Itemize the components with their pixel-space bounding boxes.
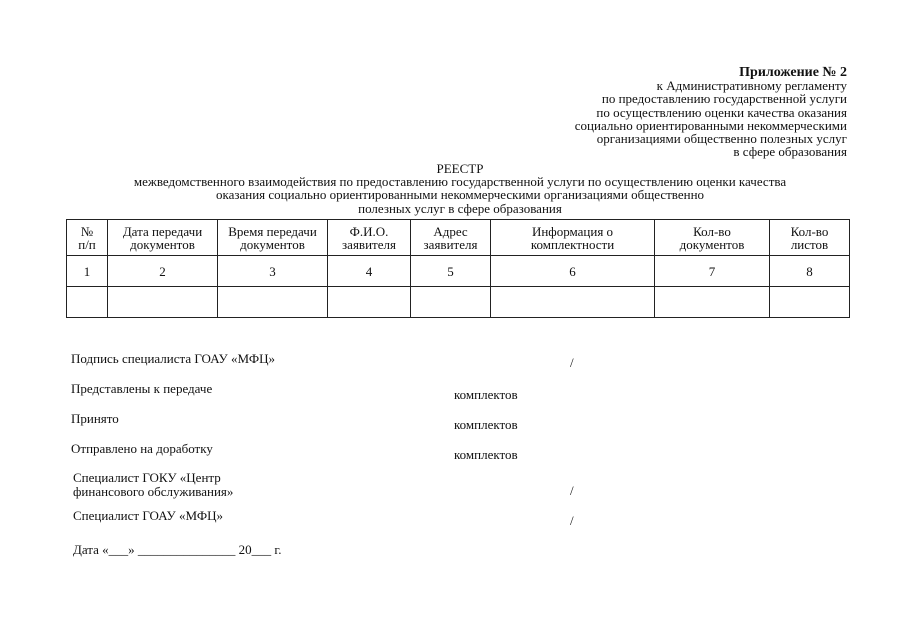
number-cell: 2 (108, 256, 218, 287)
specialist-mfc-slash: / (570, 513, 574, 528)
registry-title: РЕЕСТР (436, 161, 484, 176)
empty-cell[interactable] (328, 287, 411, 318)
date-line: Дата «___» _______________ 20___ г. (73, 542, 282, 557)
submitted-sets-label: комплектов (454, 387, 518, 402)
empty-cell[interactable] (491, 287, 655, 318)
accepted-sets-label: комплектов (454, 417, 518, 432)
annex-line: организациями общественно полезных услуг (596, 131, 847, 147)
accepted-label: Принято (71, 411, 119, 426)
empty-cell[interactable] (218, 287, 328, 318)
empty-cell[interactable] (770, 287, 850, 318)
registry-subtitle-line: полезных услуг в сфере образования (358, 200, 562, 216)
header-cell-index: № п/п (67, 220, 108, 256)
registry-subtitle-line: межведомственного взаимодействия по предоставлению государственной услуги по осуществлению оценки качества (133, 174, 787, 190)
table-empty-row (67, 287, 850, 318)
table-header-row (67, 220, 850, 256)
header-cell-sheet-count: Кол-во листов (770, 220, 850, 256)
header-cell-transfer-time: Время передачи документов (218, 220, 328, 256)
empty-cell[interactable] (411, 287, 491, 318)
specialist-goku-slash: / (570, 483, 574, 498)
annex-line: к Административному регламенту (656, 78, 847, 94)
submitted-label: Представлены к передаче (71, 381, 213, 396)
number-cell: 3 (218, 256, 328, 287)
header-cell-completeness: Информация о комплектности (491, 220, 655, 256)
specialist-mfc-label: Специалист ГОАУ «МФЦ» (73, 508, 224, 523)
header-cell-doc-count: Кол-во документов (655, 220, 770, 256)
annex-block (427, 66, 847, 158)
signature-mfc-slash: / (570, 355, 574, 370)
number-cell: 5 (411, 256, 491, 287)
registry-heading (60, 162, 860, 215)
registry-subtitle-line: оказания социально ориентированными некоммерческими организациями общественно (215, 187, 705, 203)
returned-label: Отправлено на доработку (71, 441, 213, 456)
header-cell-transfer-date: Дата передачи документов (108, 220, 218, 256)
specialist-goku-line: финансового обслуживания» (73, 484, 234, 499)
annex-line: социально ориентированными некоммерческими (574, 117, 847, 133)
number-cell: 8 (770, 256, 850, 287)
annex-line: по осуществлению оценки качества оказания (596, 104, 847, 120)
registry-table (66, 219, 850, 318)
specialist-goku-label (73, 471, 233, 499)
empty-cell[interactable] (67, 287, 108, 318)
signature-mfc-label: Подпись специалиста ГОАУ «МФЦ» (71, 351, 276, 366)
number-cell: 4 (328, 256, 411, 287)
number-cell: 1 (67, 256, 108, 287)
header-cell-applicant-name: Ф.И.О. заявителя (328, 220, 411, 256)
table-number-row (67, 256, 850, 287)
specialist-goku-line: Специалист ГОКУ «Центр (73, 470, 221, 485)
returned-sets-label: комплектов (454, 447, 518, 462)
annex-line: в сфере образования (733, 144, 847, 160)
number-cell: 7 (655, 256, 770, 287)
annex-line: по предоставлению государственной услуги (601, 91, 847, 107)
annex-title: Приложение № 2 (739, 65, 847, 80)
header-cell-applicant-address: Адрес заявителя (411, 220, 491, 256)
empty-cell[interactable] (655, 287, 770, 318)
number-cell: 6 (491, 256, 655, 287)
empty-cell[interactable] (108, 287, 218, 318)
